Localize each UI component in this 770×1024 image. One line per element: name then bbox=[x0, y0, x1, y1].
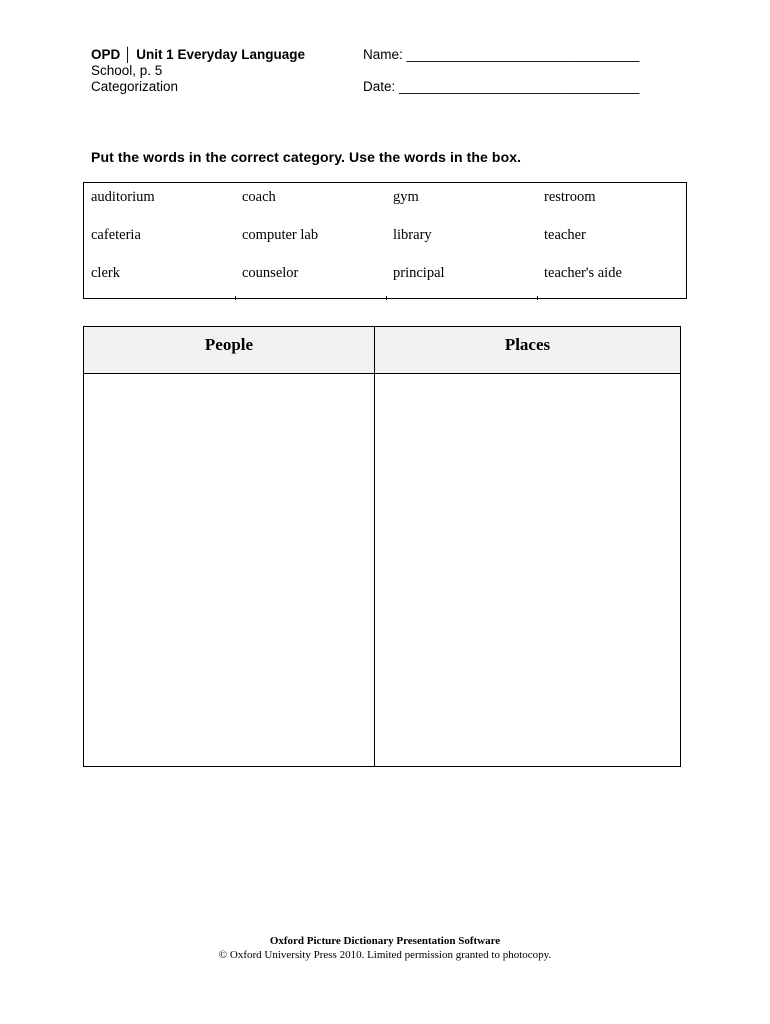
word-item: counselor bbox=[242, 265, 299, 281]
word-item: teacher's aide bbox=[544, 265, 622, 281]
places-heading: Places bbox=[504, 335, 551, 354]
date-field[interactable]: Date: ________________________________ bbox=[363, 79, 640, 94]
header-left bbox=[91, 47, 305, 95]
word-item: cafeteria bbox=[91, 227, 141, 243]
header-activity: Categorization bbox=[91, 79, 179, 94]
header-course-title: OPD │ Unit 1 Everyday Language bbox=[91, 47, 305, 62]
people-answer-area[interactable] bbox=[84, 374, 374, 766]
word-item: clerk bbox=[91, 265, 120, 281]
footer-title: Oxford Picture Dictionary Presentation Software bbox=[269, 935, 501, 947]
word-box bbox=[83, 182, 687, 299]
column-tick bbox=[537, 296, 538, 300]
column-tick bbox=[235, 296, 236, 300]
word-item: restroom bbox=[544, 189, 596, 205]
name-field[interactable]: Name: _______________________________ bbox=[363, 47, 640, 62]
footer bbox=[0, 934, 770, 962]
places-answer-area[interactable] bbox=[375, 374, 680, 766]
word-item: computer lab bbox=[242, 227, 319, 243]
header-right bbox=[363, 47, 639, 95]
column-tick bbox=[386, 296, 387, 300]
word-grid bbox=[84, 183, 686, 298]
footer-copyright: © Oxford University Press 2010. Limited permission granted to photocopy. bbox=[218, 949, 552, 961]
word-item: library bbox=[393, 227, 432, 243]
header-lesson: School, p. 5 bbox=[91, 63, 163, 78]
people-heading: People bbox=[204, 335, 254, 354]
word-item: auditorium bbox=[91, 189, 155, 205]
instructions: Put the words in the correct category. Use the words in the box. bbox=[91, 149, 522, 165]
word-item: teacher bbox=[544, 227, 586, 243]
category-table bbox=[83, 326, 681, 767]
word-item: coach bbox=[242, 189, 276, 205]
word-item: gym bbox=[393, 189, 419, 205]
word-item: principal bbox=[393, 265, 445, 281]
